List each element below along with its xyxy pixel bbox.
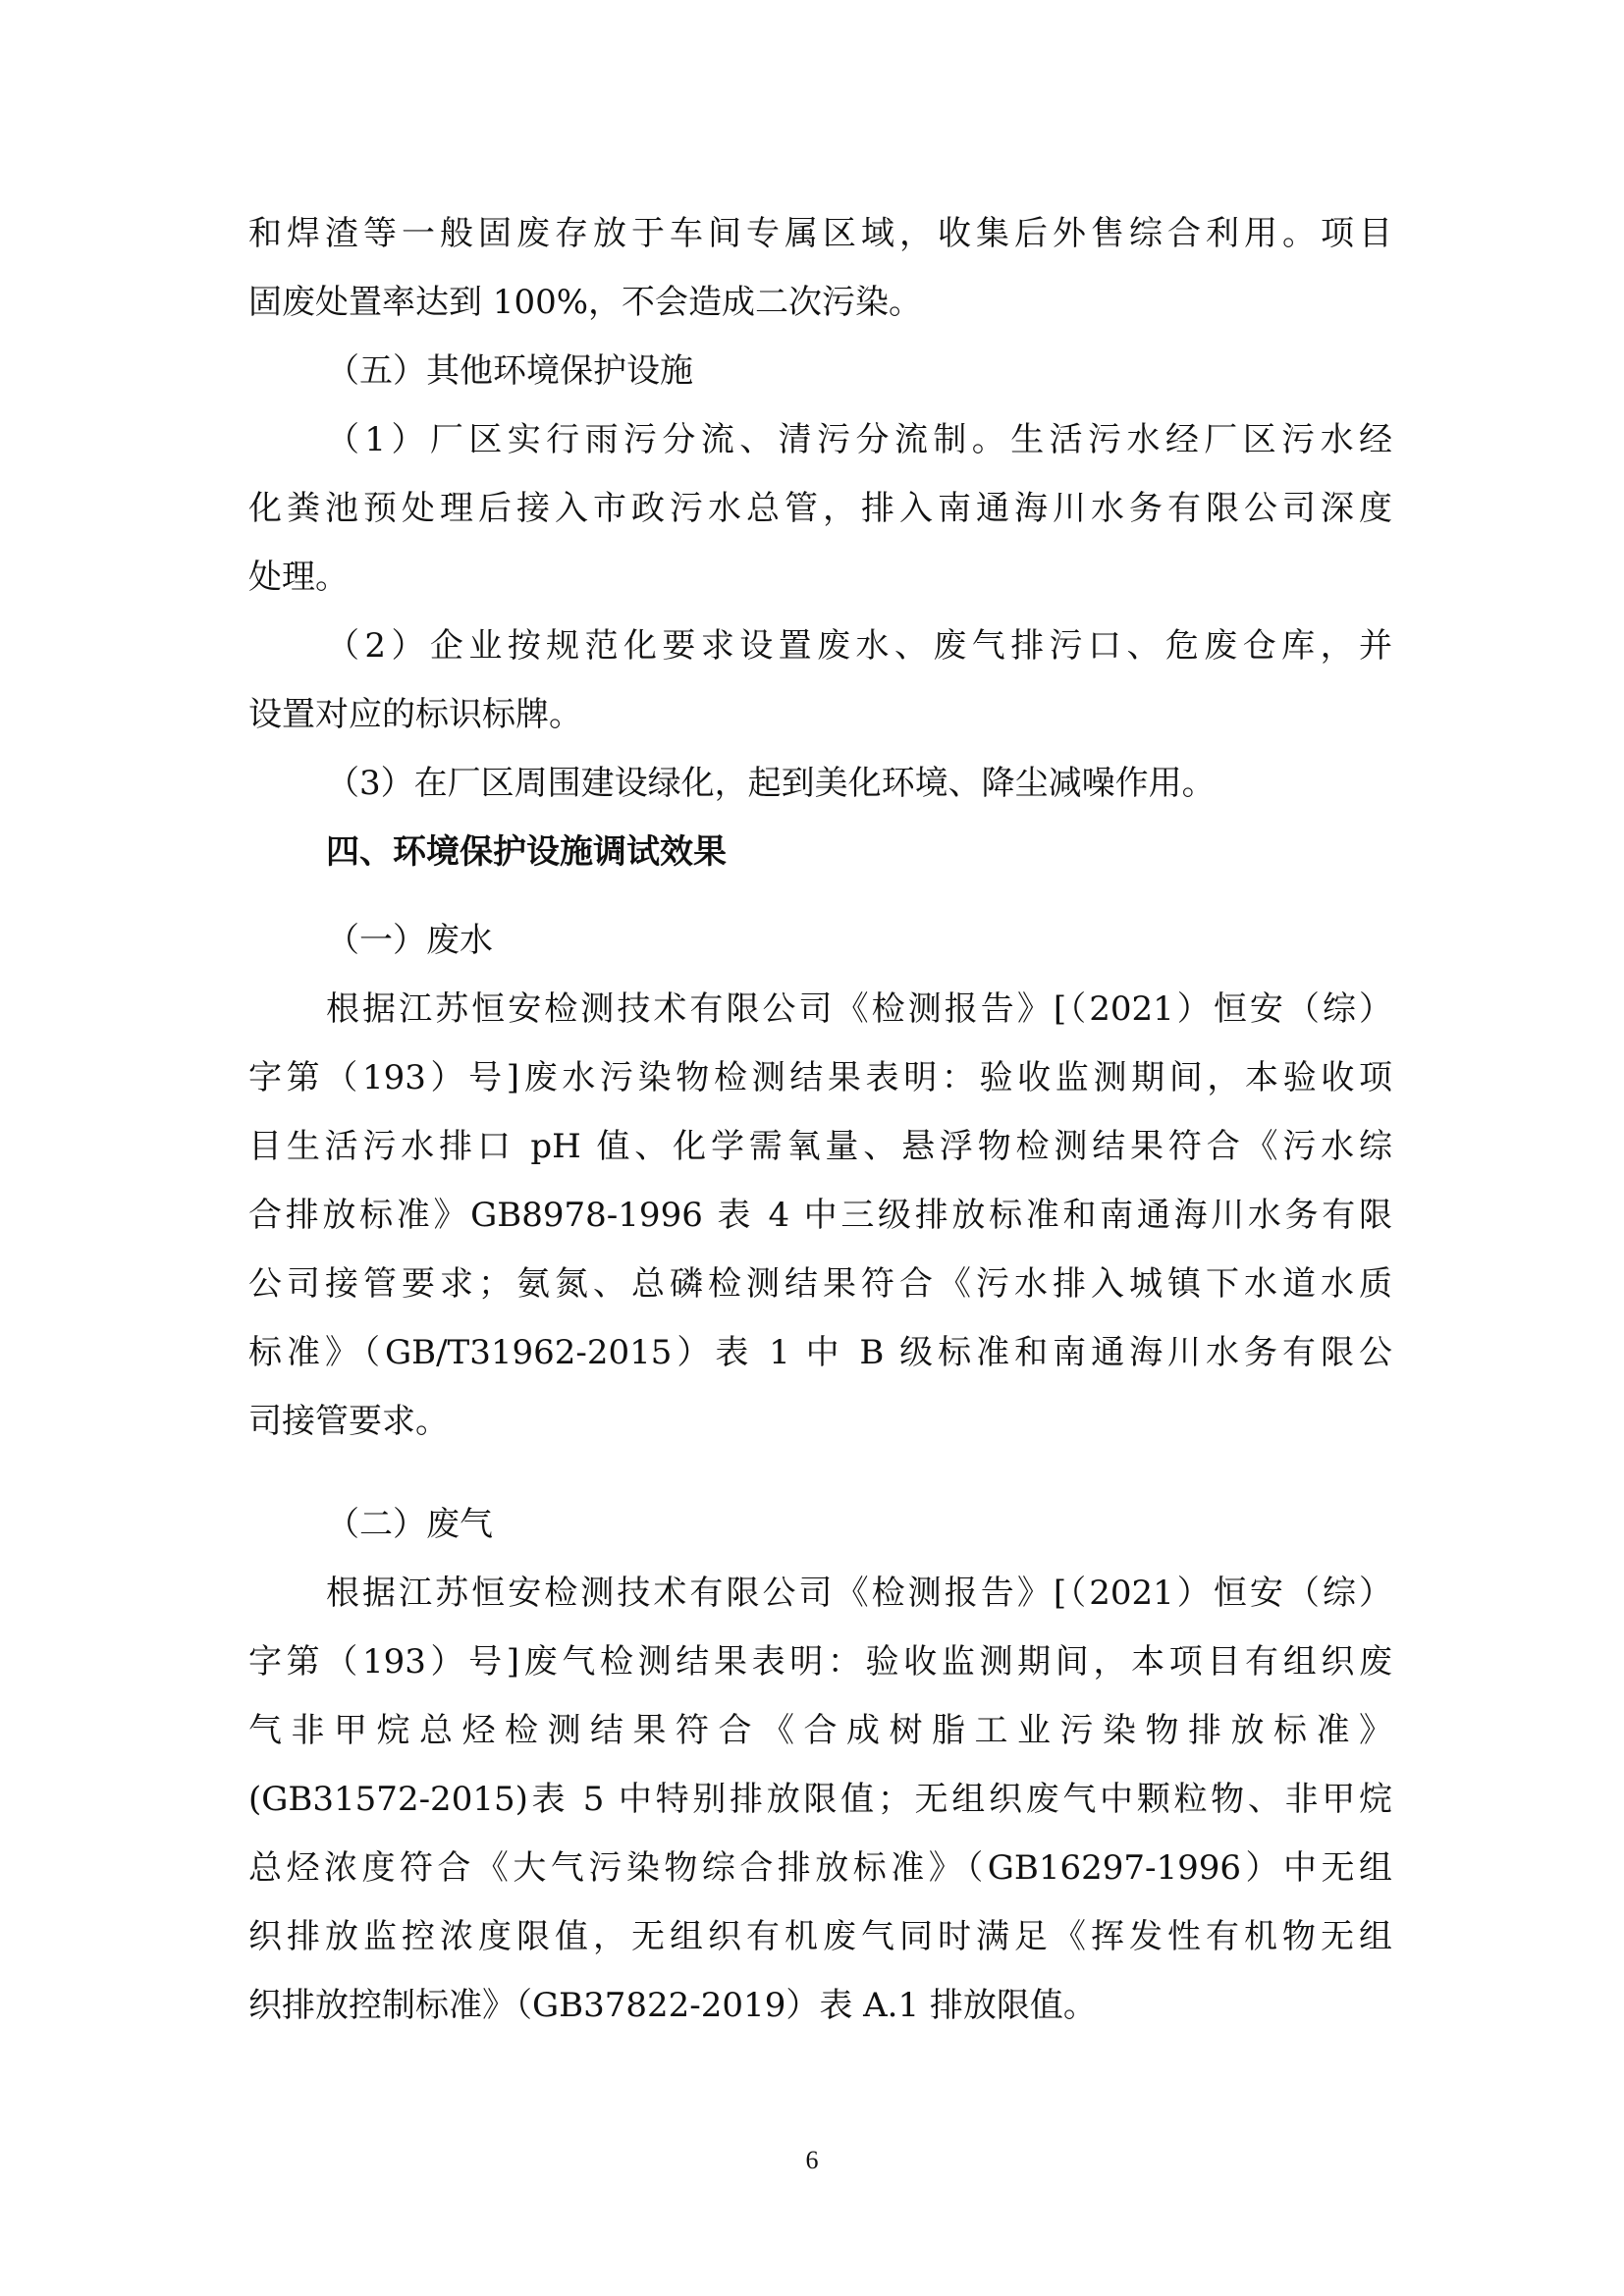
body-text-line: 化粪池预处理后接入市政污水总管，排入南通海川水务有限公司深度 — [248, 489, 1392, 528]
body-text-line: 字第（193）号]废水污染物检测结果表明：验收监测期间，本验收项 — [248, 1058, 1392, 1097]
body-text-line: 公司接管要求；氨氮、总磷检测结果符合《污水排入城镇下水道水质 — [248, 1264, 1392, 1304]
body-text-line: 标准》（GB/T31962-2015）表 1 中 B 级标准和南通海川水务有限公 — [248, 1333, 1392, 1372]
body-text-line: 固废处置率达到 100%，不会造成二次污染。 — [248, 283, 923, 322]
body-text-line: 司接管要求。 — [248, 1402, 449, 1441]
section-heading: 四、环境保护设施调试效果 — [326, 832, 727, 872]
page-number: 6 — [805, 2146, 819, 2174]
body-text-line: 处理。 — [248, 558, 349, 597]
body-text-line: 目生活污水排口 pH 值、化学需氧量、悬浮物检测结果符合《污水综 — [248, 1127, 1392, 1166]
subsection-heading: （二）废气 — [326, 1505, 493, 1544]
body-text-line: 和焊渣等一般固废存放于车间专属区域，收集后外售综合利用。项目 — [248, 214, 1392, 253]
body-text-line: 设置对应的标识标牌。 — [248, 695, 582, 734]
body-text-line: （2）企业按规范化要求设置废水、废气排污口、危废仓库，并 — [326, 626, 1392, 666]
body-text-line: 根据江苏恒安检测技术有限公司《检测报告》[（2021）恒安（综） — [326, 989, 1392, 1029]
body-text-line: 气非甲烷总烃检测结果符合《合成树脂工业污染物排放标准》 — [248, 1711, 1392, 1750]
body-text-line: (GB31572-2015)表 5 中特别排放限值；无组织废气中颗粒物、非甲烷 — [248, 1780, 1392, 1819]
body-text-line: 织排放监控浓度限值，无组织有机废气同时满足《挥发性有机物无组 — [248, 1917, 1392, 1956]
subsection-heading: （一）废水 — [326, 921, 493, 960]
body-text-line: 总烃浓度符合《大气污染物综合排放标准》（GB16297-1996）中无组 — [248, 1848, 1392, 1888]
body-text-line: （1）厂区实行雨污分流、清污分流制。生活污水经厂区污水经 — [326, 420, 1392, 459]
subsection-heading: （五）其他环境保护设施 — [326, 351, 693, 391]
body-text-line: 织排放控制标准》（GB37822-2019）表 A.1 排放限值。 — [248, 1986, 1097, 2025]
body-text-line: 根据江苏恒安检测技术有限公司《检测报告》[（2021）恒安（综） — [326, 1574, 1392, 1613]
body-text-line: 字第（193）号]废气检测结果表明：验收监测期间，本项目有组织废 — [248, 1642, 1392, 1682]
body-text-line: 合排放标准》GB8978-1996 表 4 中三级排放标准和南通海川水务有限 — [248, 1196, 1392, 1235]
body-text-line: （3）在厂区周围建设绿化，起到美化环境、降尘减噪作用。 — [326, 764, 1216, 803]
